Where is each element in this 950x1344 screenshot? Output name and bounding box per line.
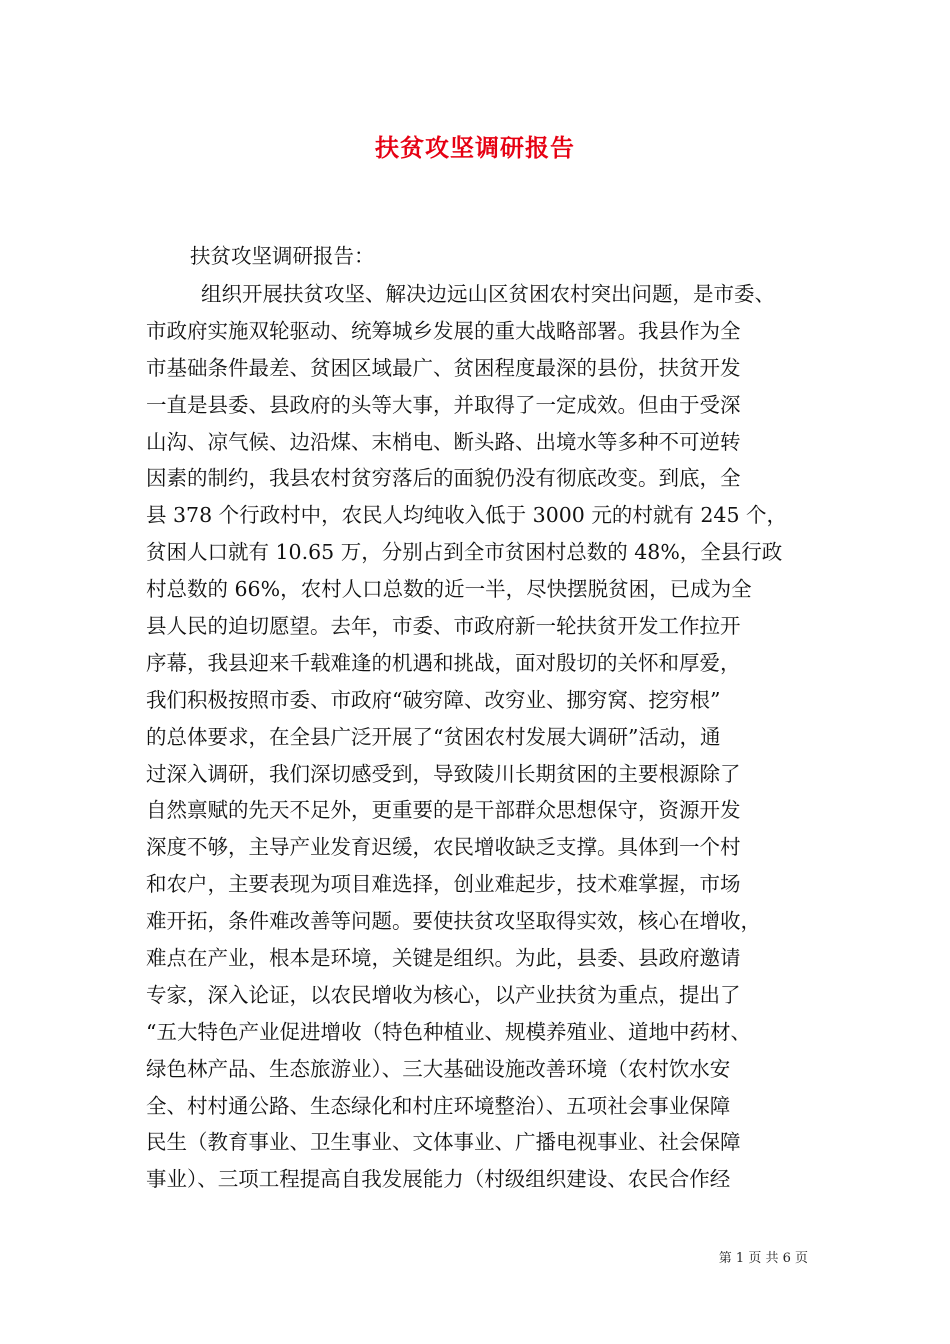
body-line: 村总数的 66%，农村人口总数的近一半，尽快摆脱贫困，已成为全 [146,577,752,602]
body-line: 深度不够，主导产业发育迟缓，农民增收缺乏支撑。具体到一个村 [146,835,741,860]
body-line: 和农户，主要表现为项目难选择，创业难起步，技术难掌握，市场 [146,872,741,897]
body-line: 全、村村通公路、生态绿化和村庄环境整治）、五项社会事业保障 [146,1093,731,1118]
body-line: 一直是县委、县政府的头等大事，并取得了一定成效。但由于受深 [146,392,741,417]
body-line: 难点在产业，根本是环境，关键是组织。为此，县委、县政府邀请 [146,946,741,971]
body-line: 我们积极按照市委、市政府“破穷障、改穷业、挪穷窝、挖穷根” [146,687,721,712]
body-line: 的总体要求，在全县广泛开展了“贫困农村发展大调研”活动，通 [146,724,721,749]
document-title: 扶贫攻坚调研报告 [375,133,575,162]
body-line: “五大特色产业促进增收（特色种植业、规模养殖业、道地中药材、 [146,1019,751,1044]
body-paragraph [146,276,836,1198]
body-line: 贫困人口就有 10.65 万，分别占到全市贫困村总数的 48%，全县行政 [146,540,783,565]
body-line: 山沟、凉气候、边沿煤、末梢电、断头路、出境水等多种不可逆转 [146,429,741,454]
body-line: 序幕，我县迎来千载难逢的机遇和挑战，面对殷切的关怀和厚爱， [146,650,741,675]
body-line: 县人民的迫切愿望。去年，市委、市政府新一轮扶贫开发工作拉开 [146,614,741,639]
body-line: 县 378 个行政村中，农民人均纯收入低于 3000 元的村就有 245 个， [146,503,788,528]
body-line: 过深入调研，我们深切感受到，导致陵川长期贫困的主要根源除了 [146,761,741,786]
report-subheading: 扶贫攻坚调研报告： [190,244,375,268]
body-line: 民生（教育事业、卫生事业、文体事业、广播电视事业、社会保障 [146,1130,741,1155]
body-line: 专家，深入论证，以农民增收为核心，以产业扶贫为重点，提出了 [146,982,741,1007]
body-line: 事业）、三项工程提高自我发展能力（村级组织建设、农民合作经 [146,1167,731,1192]
body-line: 因素的制约，我县农村贫穷落后的面貌仍没有彻底改变。到底，全 [146,466,741,491]
body-line: 自然禀赋的先天不足外，更重要的是干部群众思想保守，资源开发 [146,798,741,823]
body-line: 绿色林产品、生态旅游业）、三大基础设施改善环境（农村饮水安 [146,1056,731,1081]
body-line: 市政府实施双轮驱动、统筹城乡发展的重大战略部署。我县作为全 [146,318,741,343]
body-line: 难开拓，条件难改善等问题。要使扶贫攻坚取得实效，核心在增收， [146,909,761,934]
body-line: 市基础条件最差、贫困区域最广、贫困程度最深的县份，扶贫开发 [146,355,741,380]
page-number-footer: 第 1 页 共 6 页 [718,1251,808,1266]
body-line: 组织开展扶贫攻坚、解决边远山区贫困农村突出问题，是市委、 [201,282,775,306]
